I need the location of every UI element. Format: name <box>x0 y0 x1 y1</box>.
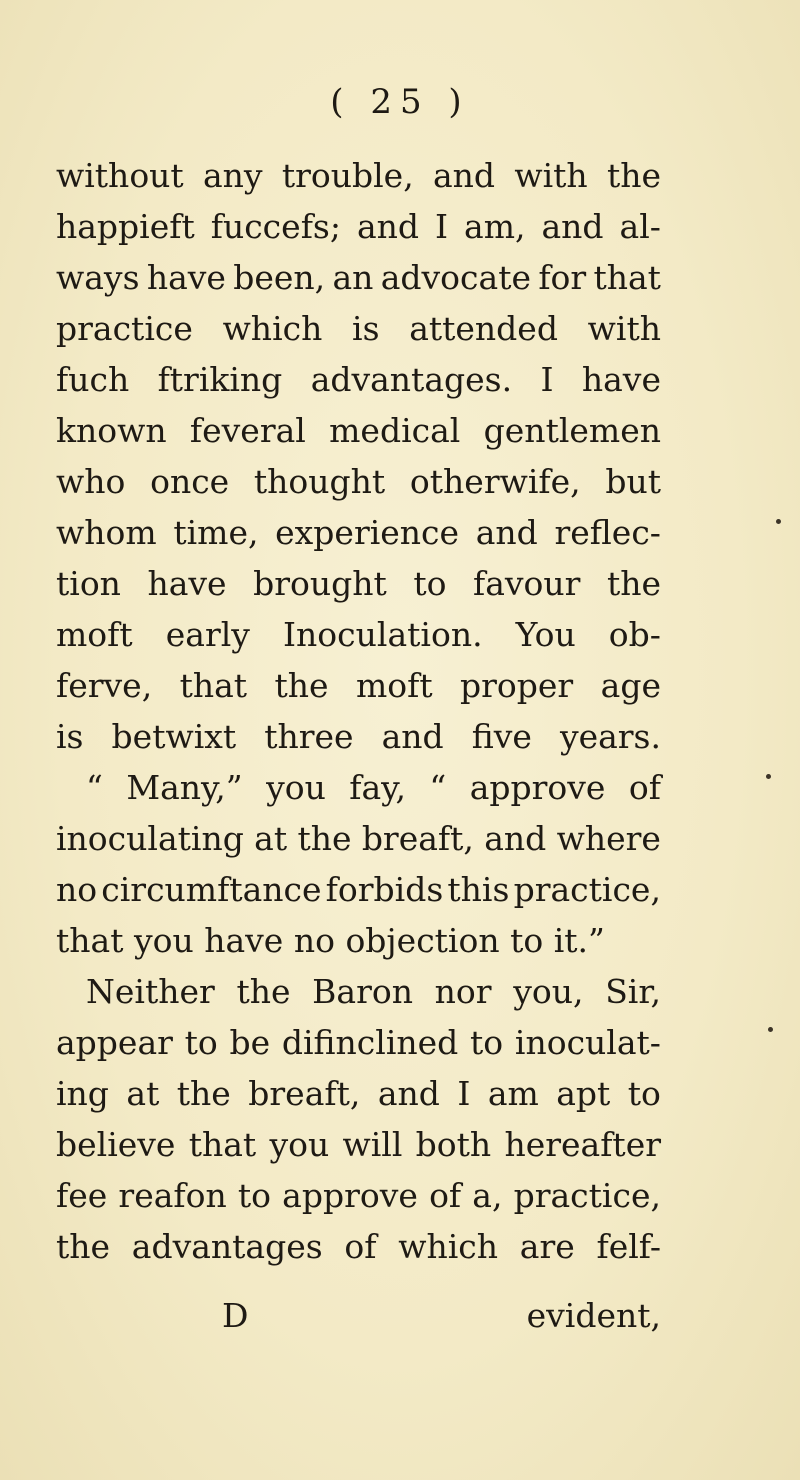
text-line <box>56 813 661 864</box>
text-line <box>56 405 661 456</box>
word: forbids <box>325 870 444 909</box>
text-line <box>56 915 661 966</box>
signature-mark: D <box>222 1296 249 1335</box>
word: you <box>269 1125 330 1164</box>
word: appear <box>56 1023 173 1062</box>
text-line <box>56 1068 661 1119</box>
word: You <box>515 615 576 654</box>
word: felf- <box>596 1227 661 1266</box>
word: experience <box>275 513 460 552</box>
word: who <box>56 462 126 501</box>
text-line <box>56 456 661 507</box>
word: and <box>432 156 496 195</box>
word: betwixt <box>111 717 237 756</box>
word: moft <box>355 666 433 705</box>
word: Sir, <box>605 972 661 1011</box>
word: without <box>56 156 184 195</box>
word: any <box>202 156 263 195</box>
word: that <box>179 666 248 705</box>
word: and <box>377 1074 440 1113</box>
text-line <box>56 966 661 1017</box>
word: for <box>538 258 587 297</box>
word: ftriking <box>157 360 283 399</box>
page-number: ( 25 ) <box>330 82 470 122</box>
word: advocate <box>380 258 531 297</box>
word: years. <box>559 717 661 756</box>
text-line <box>56 252 661 303</box>
word: that <box>188 1125 257 1164</box>
text-line <box>56 864 661 915</box>
word: the <box>297 819 352 858</box>
text-line <box>56 1221 661 1272</box>
word: fee <box>56 1176 108 1215</box>
word: five <box>471 717 532 756</box>
word: whom <box>56 513 157 552</box>
text-line <box>56 660 661 711</box>
word: apt <box>556 1074 611 1113</box>
word: both <box>415 1125 492 1164</box>
word: approve <box>469 768 606 807</box>
word: happieft <box>56 207 195 246</box>
word: fuch <box>56 360 130 399</box>
word: breaft, <box>361 819 474 858</box>
word: ing <box>56 1074 109 1113</box>
word: the <box>274 666 329 705</box>
word: you, <box>513 972 584 1011</box>
word: difinclined <box>281 1023 459 1062</box>
footer-line <box>56 1290 661 1341</box>
word: of <box>429 1176 462 1215</box>
word: and <box>475 513 538 552</box>
word: thought <box>253 462 386 501</box>
word: Neither <box>86 972 215 1011</box>
word: to <box>627 1074 661 1113</box>
word: ferve, <box>56 666 153 705</box>
word: Baron <box>312 972 413 1011</box>
word: Many,” <box>126 768 243 807</box>
text-line <box>56 1119 661 1170</box>
word: and <box>541 207 604 246</box>
word: hereafter <box>504 1125 661 1164</box>
word: have <box>581 360 661 399</box>
word: am, <box>464 207 526 246</box>
word: trouble, <box>281 156 414 195</box>
word: the <box>606 156 661 195</box>
word: it.” <box>553 921 605 960</box>
word: approve <box>282 1176 418 1215</box>
word: al- <box>619 207 661 246</box>
text-line <box>56 354 661 405</box>
word: attended <box>409 309 558 348</box>
text-line <box>56 1017 661 1068</box>
word: time, <box>173 513 259 552</box>
word: no <box>293 921 346 960</box>
word: a, <box>472 1176 503 1215</box>
word: proper <box>460 666 574 705</box>
word: the <box>176 1074 231 1113</box>
word: practice, <box>513 870 661 909</box>
word: fuccefs; <box>210 207 341 246</box>
catchword: evident, <box>526 1296 661 1335</box>
word: practice <box>56 309 193 348</box>
word: have <box>147 564 227 603</box>
word: I <box>540 360 554 399</box>
word: early <box>165 615 250 654</box>
text-line <box>56 303 661 354</box>
word: to <box>184 1023 218 1062</box>
word: to <box>510 921 554 960</box>
paper-speck <box>776 519 781 524</box>
body-text <box>56 150 661 1272</box>
word: moft <box>56 615 133 654</box>
paper-speck <box>768 1027 773 1032</box>
word: at <box>126 1074 160 1113</box>
text-line <box>56 558 661 609</box>
word: am <box>487 1074 539 1113</box>
word: Inoculation. <box>283 615 483 654</box>
text-line <box>56 507 661 558</box>
word: “ <box>429 768 447 807</box>
word: to <box>470 1023 504 1062</box>
word: favour <box>472 564 581 603</box>
word: the <box>236 972 291 1011</box>
word: tion <box>56 564 121 603</box>
word: the <box>56 1227 111 1266</box>
word: of <box>628 768 661 807</box>
word: nor <box>434 972 492 1011</box>
word: is <box>56 717 84 756</box>
word: and <box>381 717 444 756</box>
word: with <box>587 309 661 348</box>
word: with <box>514 156 588 195</box>
word: feveral <box>189 411 306 450</box>
word: practice, <box>513 1176 661 1215</box>
text-line <box>56 762 661 813</box>
word: and <box>356 207 420 246</box>
word: once <box>150 462 230 501</box>
word: but <box>605 462 661 501</box>
word: of <box>344 1227 377 1266</box>
word: objection <box>345 921 511 960</box>
word: age <box>600 666 661 705</box>
word: have <box>146 258 226 297</box>
word: no <box>56 870 98 909</box>
word: ways <box>56 258 140 297</box>
word: advantages <box>131 1227 323 1266</box>
word: breaft, <box>248 1074 361 1113</box>
word: medical <box>329 411 461 450</box>
word: which <box>398 1227 499 1266</box>
word: to <box>413 564 447 603</box>
word: advantages. <box>310 360 513 399</box>
text-line <box>56 711 661 762</box>
text-line <box>56 150 661 201</box>
word: reflec- <box>554 513 661 552</box>
word: I <box>435 207 449 246</box>
word: that <box>593 258 661 297</box>
word: have <box>204 921 294 960</box>
word: where <box>556 819 661 858</box>
word: circumftance <box>101 870 322 909</box>
word: three <box>264 717 354 756</box>
word: otherwife, <box>409 462 581 501</box>
word: this <box>447 870 510 909</box>
word: the <box>606 564 661 603</box>
word: known <box>56 411 167 450</box>
word: to <box>237 1176 272 1215</box>
word: you <box>266 768 326 807</box>
word: ob- <box>608 615 661 654</box>
word: fay, <box>349 768 406 807</box>
word: and <box>484 819 547 858</box>
word: which <box>222 309 323 348</box>
word: are <box>519 1227 575 1266</box>
word: will <box>342 1125 403 1164</box>
word: be <box>229 1023 271 1062</box>
text-line <box>56 609 661 660</box>
word: at <box>254 819 288 858</box>
word: been, <box>233 258 326 297</box>
word: that <box>56 921 134 960</box>
text-line <box>56 201 661 252</box>
word: brought <box>253 564 387 603</box>
word: you <box>133 921 205 960</box>
word: I <box>457 1074 471 1113</box>
text-line <box>56 1170 661 1221</box>
word: an <box>332 258 374 297</box>
word: inoculating <box>56 819 244 858</box>
word: believe <box>56 1125 176 1164</box>
word: is <box>352 309 380 348</box>
word: inoculat- <box>514 1023 661 1062</box>
word: gentlemen <box>483 411 661 450</box>
word: reafon <box>118 1176 227 1215</box>
paper-speck <box>766 774 771 779</box>
word: “ <box>86 768 103 807</box>
